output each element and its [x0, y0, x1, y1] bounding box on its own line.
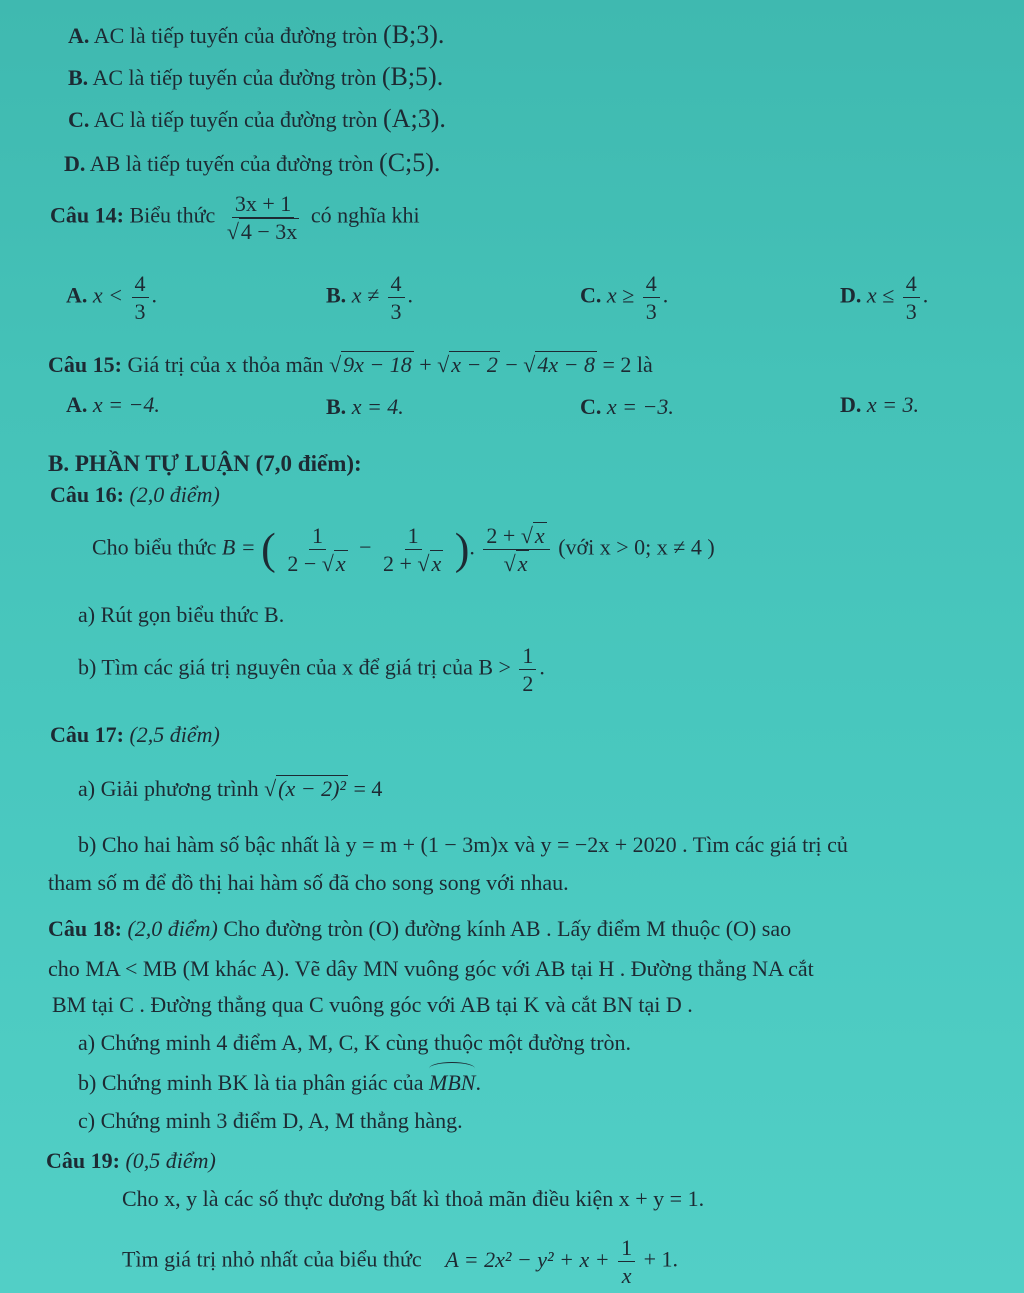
fraction-denominator: 2 − √x [287, 551, 346, 577]
option-circle: (B;5). [381, 62, 444, 91]
equation-rhs: = 4 [353, 776, 383, 801]
q14-stem [50, 192, 420, 243]
option-label: C. [580, 394, 602, 419]
q18-line1 [48, 918, 791, 940]
question-text: Biểu thức [129, 202, 216, 228]
option-label: B. [68, 65, 89, 90]
fraction-numerator: 1 [405, 524, 422, 550]
q17-part-b-line1: b) Cho hai hàm số bậc nhất là y = m + (1 − 3m)x và y = −2x + 2020 . Tìm các giá trị củ [78, 832, 848, 857]
option-label: C. [580, 282, 602, 308]
question-label: Câu 19: [46, 1148, 120, 1173]
q18-part-c: c) Chứng minh 3 điểm D, A, M thẳng hàng. [78, 1108, 463, 1133]
option-value: x = −4. [92, 392, 160, 417]
q15-option-b [326, 394, 404, 420]
question-points: (0,5 điểm) [125, 1148, 216, 1173]
q16-expression: Cho biểu thức B = ( $\frac{1}{2 - √x}$ − $\frac{1}{2 + √x}$ ). $\frac{2 + √x}{√x}$ (với x > 0; x ≠ 4 ) [92, 523, 715, 577]
question-points: (2,0 điểm) [127, 916, 218, 941]
expression-lhs: B = [221, 534, 256, 560]
q19-line1: Cho x, y là các số thực dương bất kì thoả mãn điều kiện x + y = 1. [122, 1186, 705, 1211]
equation-rhs: = 2 [602, 352, 632, 377]
option-label: C. [68, 107, 90, 132]
q19-line2 [122, 1236, 678, 1287]
q14-fraction [224, 192, 303, 243]
section-heading: B. PHẦN TỰ LUẬN (7,0 điểm): [48, 451, 362, 476]
q14-option-a: A. x < $\frac{4}{3}$ . [66, 271, 158, 325]
part-text: b) Tìm các giá trị nguyên của x để giá trị của B > [78, 654, 511, 680]
option-text: AC là tiếp tuyến của đường tròn [93, 23, 378, 48]
angle-label: MBN [429, 1070, 476, 1095]
part-text: a) Giải phương trình [78, 776, 259, 801]
q16-heading [50, 484, 220, 506]
q18-part-a: a) Chứng minh 4 điểm A, M, C, K cùng thuộc một đường tròn. [78, 1030, 632, 1055]
fraction-numerator: 4 [388, 272, 405, 298]
question-label: Câu 16: [50, 482, 124, 507]
fraction-numerator: 1 [618, 1236, 635, 1262]
option-circle: (B;3). [383, 20, 445, 49]
option-label: D. [840, 282, 862, 308]
q18-line2: cho MA < MB (M khác A). Vẽ dây MN vuông góc với AB tại H . Đường thẳng NA cắt [48, 956, 814, 981]
fraction-numerator: 2 + √x [483, 524, 549, 550]
expression-part: + 1. [643, 1246, 679, 1272]
part-text: b) Chứng minh BK là tia phân giác của [78, 1070, 424, 1095]
fraction-denominator: √4 − 3x [226, 219, 298, 245]
condition: (với x > 0; x ≠ 4 ) [558, 534, 715, 560]
fraction-denominator: √x [503, 551, 528, 577]
q13-option-d [64, 150, 440, 176]
option-circle: (A;3). [383, 104, 446, 133]
radicand: 4x − 8 [537, 352, 595, 377]
fraction-numerator: 1 [309, 524, 326, 550]
fraction-numerator: 4 [903, 272, 920, 298]
q14-option-d: D. x ≤ $\frac{4}{3}$ . [840, 271, 929, 325]
option-label: B. [326, 282, 347, 308]
question-points: (2,0 điểm) [129, 482, 220, 507]
radicand: 4 − 3x [240, 219, 298, 245]
radicand: x − 2 [451, 352, 498, 377]
fraction-denominator: x [621, 1263, 632, 1289]
question-text: Giá trị của x thỏa mãn [127, 352, 324, 377]
option-text: AC là tiếp tuyến của đường tròn [93, 107, 378, 132]
q15-option-d [840, 392, 919, 418]
option-label: D. [840, 392, 862, 417]
q18-line3: BM tại C . Đường thẳng qua C vuông góc với AB tại K và cắt BN tại D . [52, 992, 693, 1017]
q15-option-a [66, 392, 160, 418]
option-lhs: x ≠ [351, 282, 380, 308]
option-lhs: x ≥ [606, 282, 635, 308]
radicand: x [534, 523, 545, 548]
q16-part-a: a) Rút gọn biểu thức B. [78, 602, 285, 627]
radicand: x [431, 551, 442, 577]
q15-option-c [580, 394, 674, 420]
option-label: B. [326, 394, 347, 419]
fraction-numerator: 3x + 1 [232, 192, 294, 218]
question-text: Cho đường tròn (O) đường kính AB . Lấy điểm M thuộc (O) sao [223, 916, 792, 941]
question-label: Câu 17: [50, 722, 124, 747]
fraction-denominator: 3 [905, 299, 917, 325]
fraction-numerator: 1 [519, 644, 536, 670]
q17-part-b-line2: tham số m để đồ thị hai hàm số đã cho song song với nhau. [48, 870, 569, 895]
question-points: (2,5 điểm) [129, 722, 220, 747]
expression-part: A = 2x² − y² + x + [445, 1246, 610, 1272]
q14-option-c: C. x ≥ $\frac{4}{3}$ . [580, 271, 669, 325]
punctuation: . [475, 1070, 481, 1095]
fraction-denominator: 2 + √x [383, 551, 442, 577]
numerator-term: 2 + [486, 523, 516, 548]
q14-option-b: B. x ≠ $\frac{4}{3}$ . [326, 271, 414, 325]
fraction-denominator: 3 [390, 299, 402, 325]
question-label: Câu 18: [48, 916, 122, 941]
radicand: (x − 2)² [278, 776, 347, 801]
option-label: D. [64, 151, 86, 176]
denominator-term: 2 − [287, 551, 317, 577]
question-label: Câu 15: [48, 352, 122, 377]
fraction-denominator: 3 [645, 299, 657, 325]
denominator-term: 2 + [383, 551, 412, 577]
radicand: 9x − 18 [343, 352, 412, 377]
option-value: x = 4. [351, 394, 404, 419]
q16-part-b: b) Tìm các giá trị nguyên của x để giá trị của B > $\frac{1}{2}$ . [78, 643, 545, 697]
option-value: x = −3. [606, 394, 674, 419]
operator: − [359, 534, 372, 560]
option-circle: (C;5). [379, 148, 441, 177]
question-text: Cho biểu thức [92, 534, 217, 560]
option-label: A. [66, 392, 88, 417]
fraction-denominator: 2 [522, 671, 534, 697]
fraction-numerator: 4 [643, 272, 660, 298]
q13-option-a [68, 22, 444, 48]
option-label: A. [66, 282, 88, 308]
fraction-denominator: 3 [134, 299, 146, 325]
radicand: x [335, 551, 346, 577]
question-text: có nghĩa khi [310, 202, 420, 228]
q17-heading [50, 724, 220, 746]
q13-option-c [68, 106, 446, 132]
question-label: Câu 14: [50, 202, 124, 228]
fraction-numerator: 4 [132, 272, 149, 298]
q19-heading [46, 1150, 216, 1172]
option-label: A. [68, 23, 90, 48]
option-text: AB là tiếp tuyến của đường tròn [89, 151, 374, 176]
option-lhs: x < [92, 282, 124, 308]
radicand: x [517, 551, 528, 577]
q18-part-b [78, 1072, 481, 1094]
option-value: x = 3. [866, 392, 920, 417]
question-text: Tìm giá trị nhỏ nhất của biểu thức [122, 1246, 422, 1272]
option-text: AC là tiếp tuyến của đường tròn [92, 65, 377, 90]
q17-part-a: a) Giải phương trình √(x − 2)² = 4 [78, 776, 383, 801]
q15-stem: Câu 15: Giá trị của x thỏa mãn √9x − 18 + √x − 2 − √4x − 8 = 2 là [48, 352, 653, 377]
question-text: là [636, 352, 653, 377]
q13-option-b [68, 64, 443, 90]
option-lhs: x ≤ [866, 282, 895, 308]
